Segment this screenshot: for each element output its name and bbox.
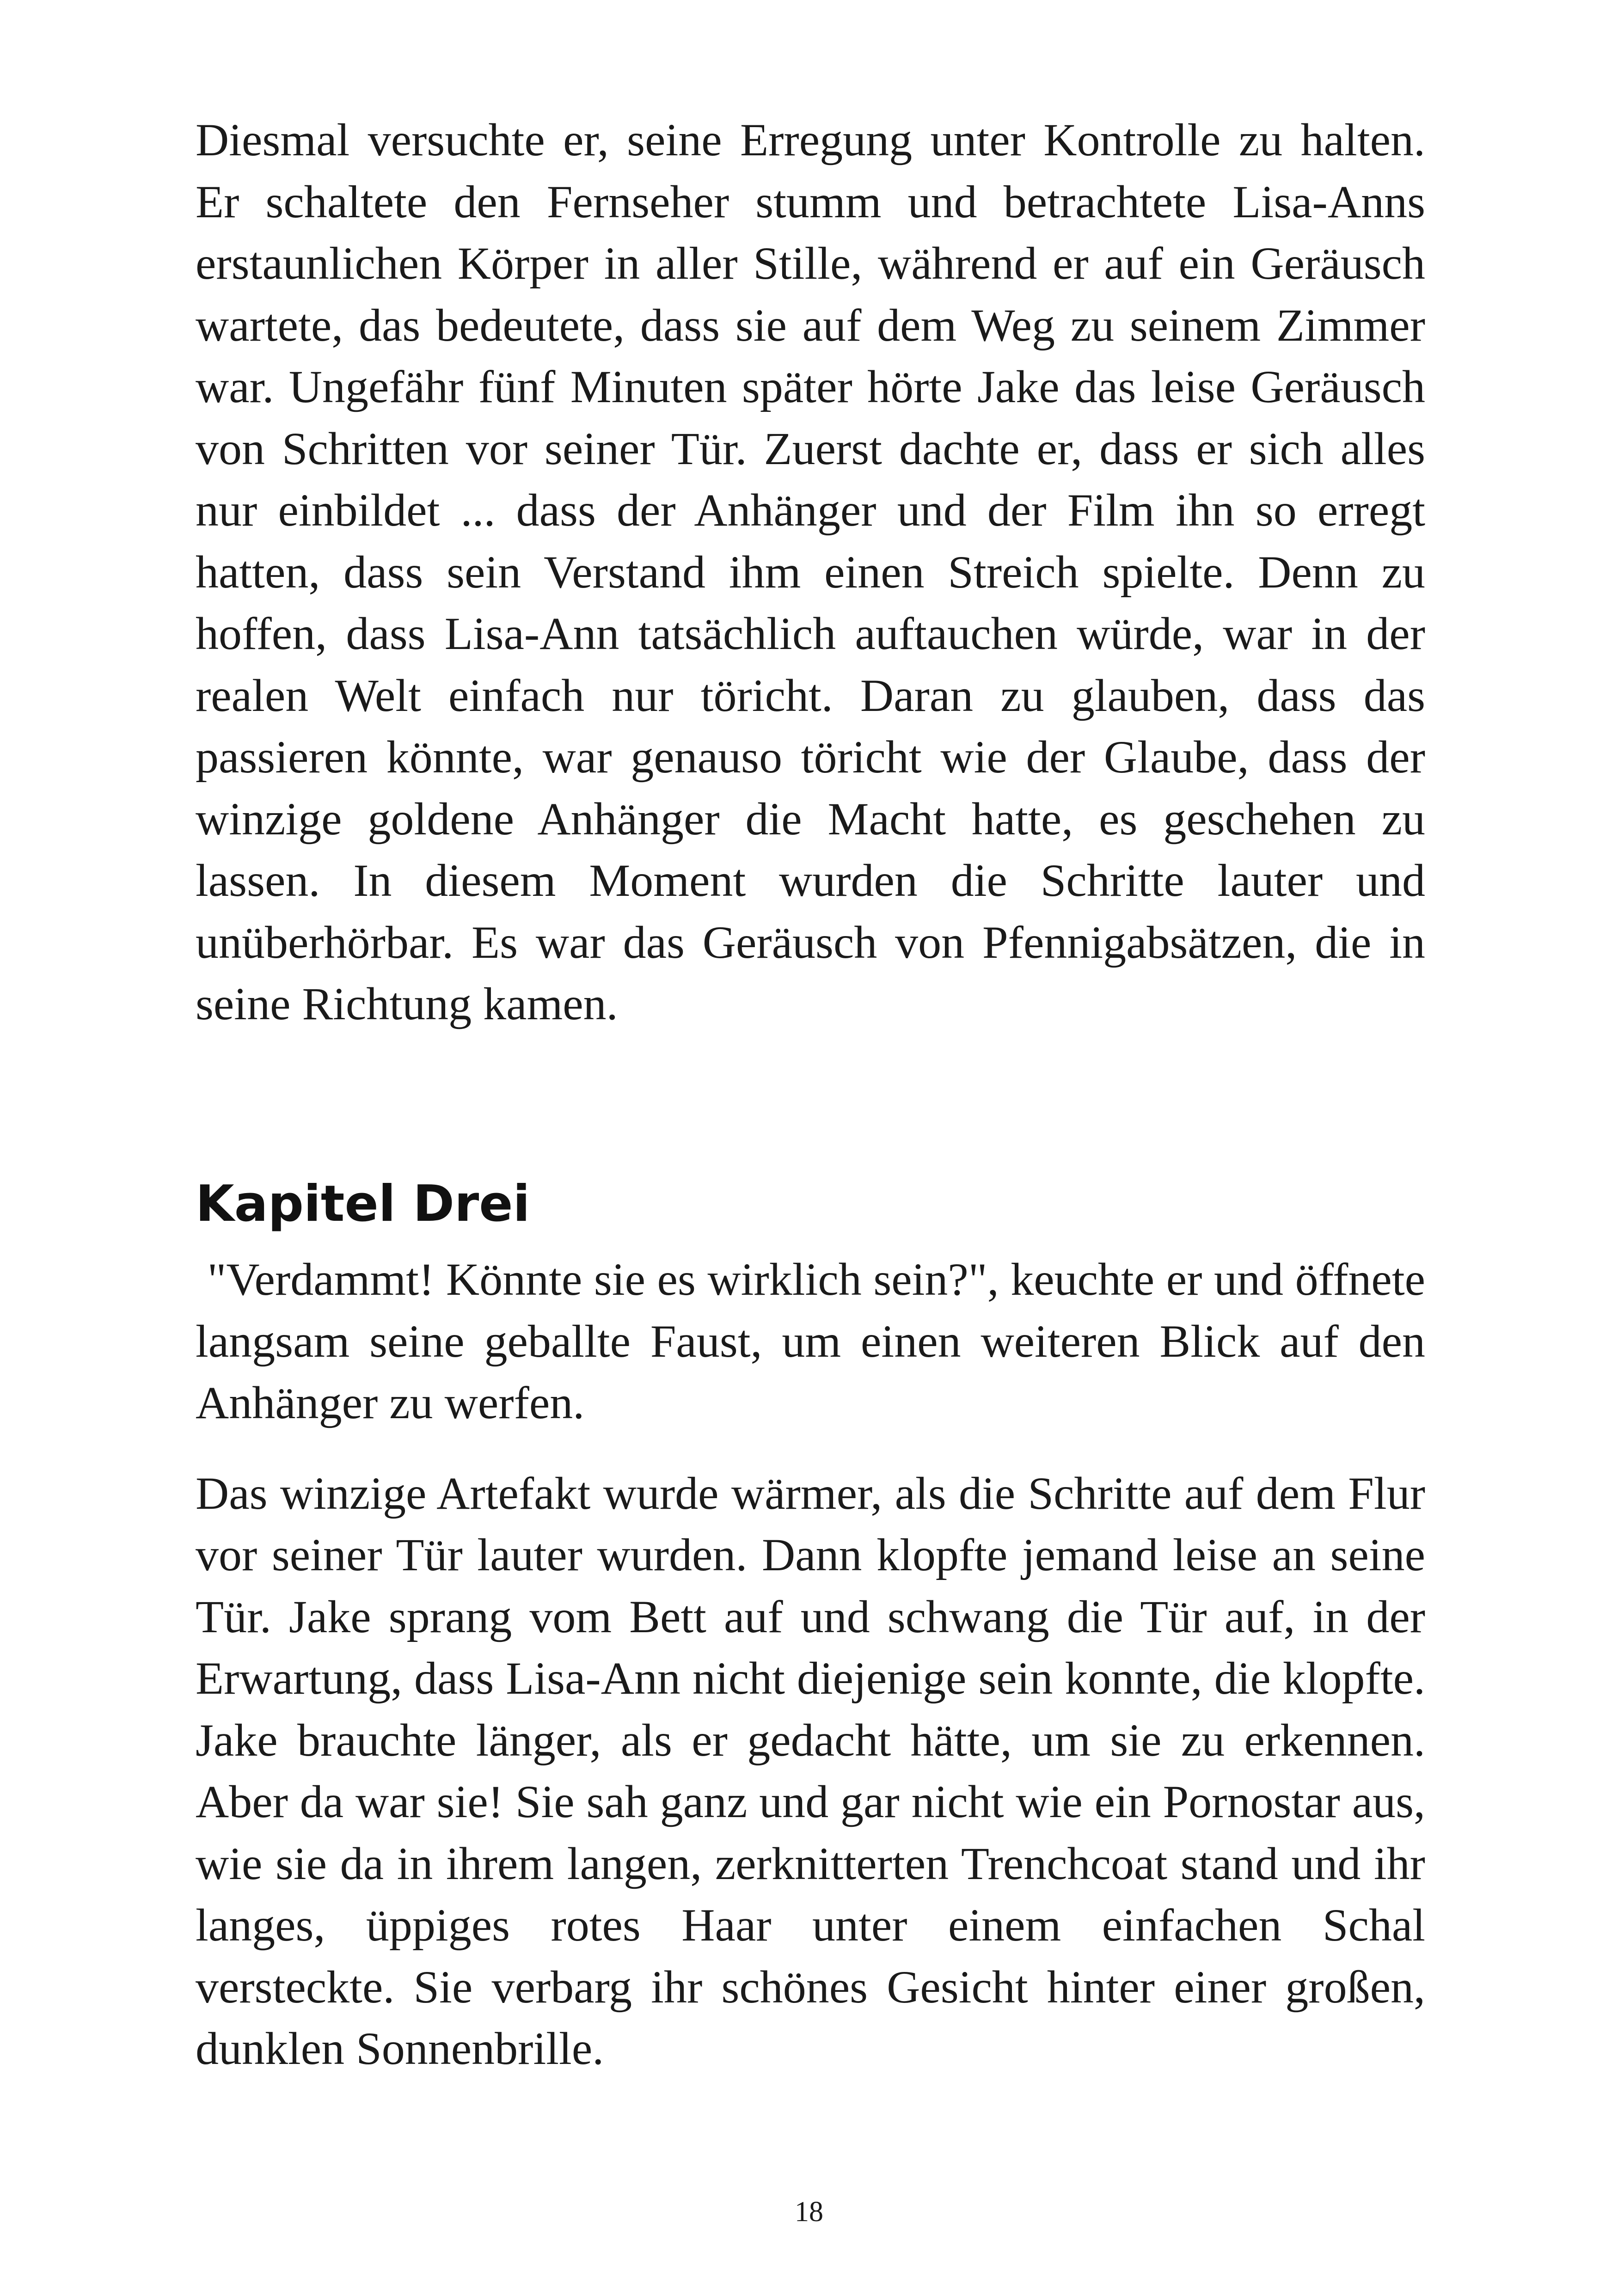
paragraph-opening: Diesmal versuchte er, seine Erregung unter Kontrolle zu halten. Er schaltete den Fernseher stumm und betrachtete Lisa-Anns erstaunlichen Körper in aller Stille, während er auf ein Geräusch wartete, das bedeutete, dass sie auf dem Weg zu seinem Zimmer war. Ungefähr fünf Minuten später hörte Jake das leise Geräusch von Schritten vor seiner Tür. Zuerst dachte er, dass er sich alles nur einbildet ... dass der Anhänger und der Film ihn so erregt hatten, dass sein Verstand ihm einen Streich spielte. Denn zu hoffen, dass Lisa-Ann tatsächlich auftauchen würde, war in der realen Welt einfach nur töricht. Daran zu glauben, dass das passieren könnte, war genauso töricht wie der Glaube, dass der winzige goldene Anhänger die Macht hatte, es geschehen zu lassen. In diesem Moment wurden die Schritte lauter und unüberhörbar. Es war das Geräusch von Pfennigabsätzen, die in seine Richtung kamen. [196,114,1425,1029]
page-number: 18 [795,2196,823,2228]
paragraph-dialogue: "Verdammt! Könnte sie es wirklich sein?", keuchte er und öffnete langsam seine geballte Faust, um einen weiteren Blick auf den Anhänger zu werfen. [196,1254,1425,1428]
body-text-block [196,109,1425,1035]
chapter-heading: Kapitel Drei [196,1175,530,1233]
paragraph-narrative: Das winzige Artefakt wurde wärmer, als die Schritte auf dem Flur vor seiner Tür lauter wurden. Dann klopfte jemand leise an seine Tür. Jake sprang vom Bett auf und schwang die Tür auf, in der Erwartung, dass Lisa-Ann nicht diejenige sein konnte, die klopfte. Jake brauchte länger, als er gedacht hätte, um sie zu erkennen. Aber da war sie! Sie sah ganz und gar nicht wie ein Pornostar aus, wie sie da in ihrem langen, zerknitterten Trenchcoat stand und ihr langes, üppiges rotes Haar unter einem einfachen Schal versteckte. Sie verbarg ihr schönes Gesicht hinter einer großen, dunklen Sonnenbrille. [196,1467,1425,2074]
chapter-text-block [196,1249,1425,2080]
